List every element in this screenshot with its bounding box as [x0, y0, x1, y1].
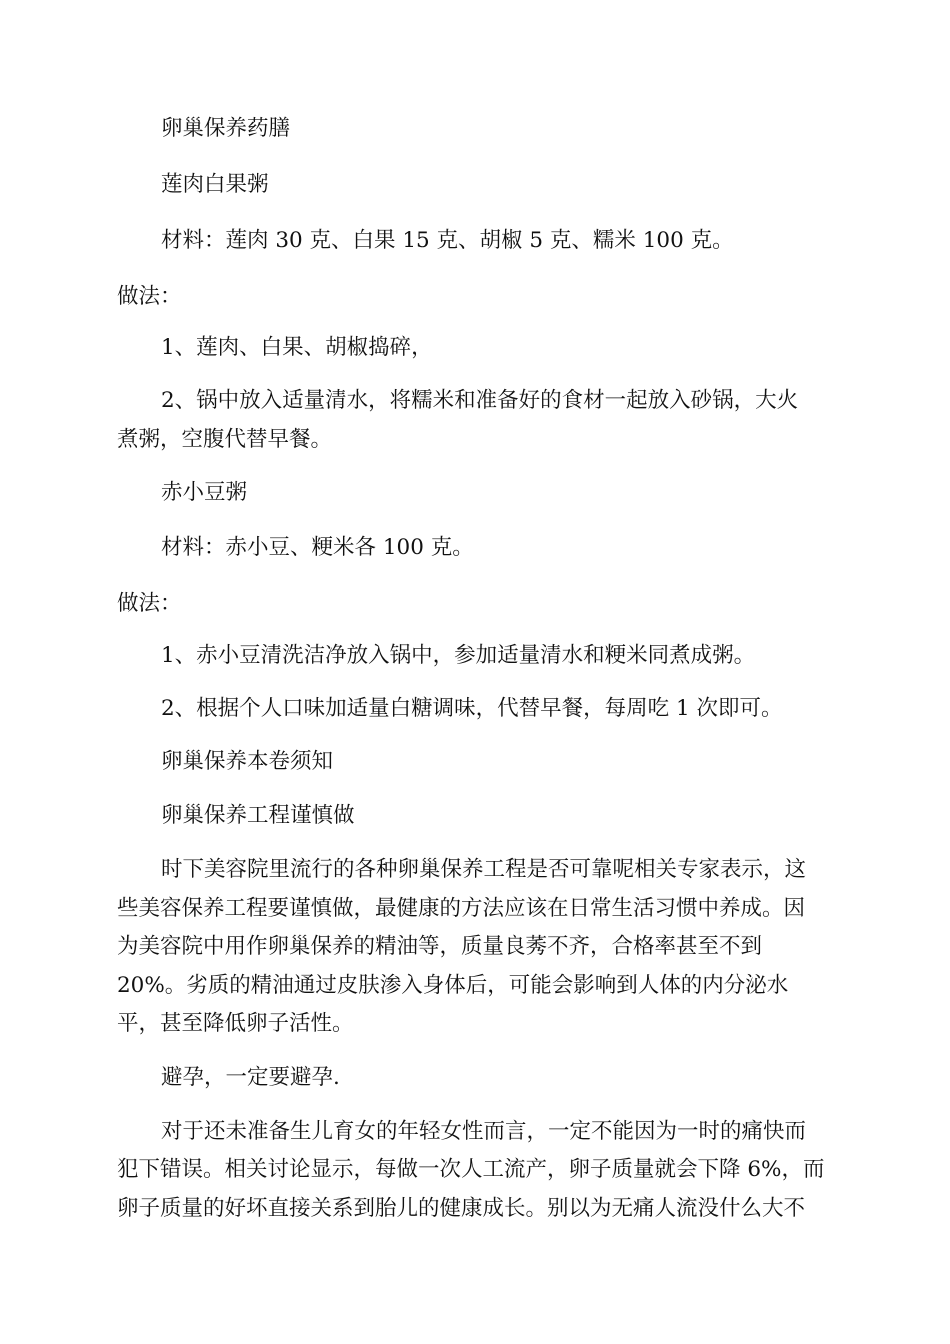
recipe-ingredients-2: 材料：赤小豆、粳米各 100 克。 [161, 535, 474, 560]
subheading-contraception: 避孕，一定要避孕. [161, 1065, 340, 1090]
paragraph-1-line-3: 为美容院中用作卵巢保养的精油等，质量良莠不齐，合格率甚至不到 [117, 934, 763, 959]
section-heading-notes: 卵巢保养本卷须知 [161, 749, 334, 774]
recipe-step-2-2: 2、根据个人口味加适量白糖调味，代替早餐，每周吃 1 次即可。 [161, 696, 783, 721]
paragraph-1-line-2: 些美容保养工程要谨慎做，最健康的方法应该在日常生活习惯中养成。因 [117, 896, 806, 921]
recipe-step-1-2: 2、锅中放入适量清水，将糯米和准备好的食材一起放入砂锅，大火 [161, 388, 799, 413]
section-heading-ovary-diet: 卵巢保养药膳 [161, 116, 291, 141]
recipe-step-1-1: 1、莲肉、白果、胡椒捣碎， [161, 335, 433, 360]
paragraph-2-line-2: 犯下错误。相关讨论显示，每做一次人工流产，卵子质量就会下降 6%，而 [117, 1157, 825, 1182]
recipe-title-lotus-ginkgo-porridge: 莲肉白果粥 [161, 172, 269, 197]
paragraph-2-line-3: 卵子质量的好坏直接关系到胎儿的健康成长。别以为无痛人流没什么大不 [117, 1196, 806, 1221]
method-label-1: 做法： [117, 284, 182, 309]
method-label-2: 做法： [117, 591, 182, 616]
paragraph-1-line-4: 20%。劣质的精油通过皮肤渗入身体后，可能会影响到人体的内分泌水 [117, 973, 789, 998]
recipe-step-1-2-cont: 煮粥，空腹代替早餐。 [117, 427, 333, 452]
subheading-careful-treatment: 卵巢保养工程谨慎做 [161, 803, 355, 828]
recipe-ingredients-1: 材料：莲肉 30 克、白果 15 克、胡椒 5 克、糯米 100 克。 [161, 228, 734, 253]
paragraph-2-line-1: 对于还未准备生儿育女的年轻女性而言，一定不能因为一时的痛快而 [161, 1119, 807, 1144]
paragraph-1-line-1: 时下美容院里流行的各种卵巢保养工程是否可靠呢相关专家表示，这 [161, 857, 807, 882]
recipe-title-red-bean-porridge: 赤小豆粥 [161, 480, 248, 505]
paragraph-1-line-5: 平，甚至降低卵子活性。 [117, 1011, 354, 1036]
recipe-step-2-1: 1、赤小豆清洗洁净放入锅中，参加适量清水和粳米同煮成粥。 [161, 643, 756, 668]
